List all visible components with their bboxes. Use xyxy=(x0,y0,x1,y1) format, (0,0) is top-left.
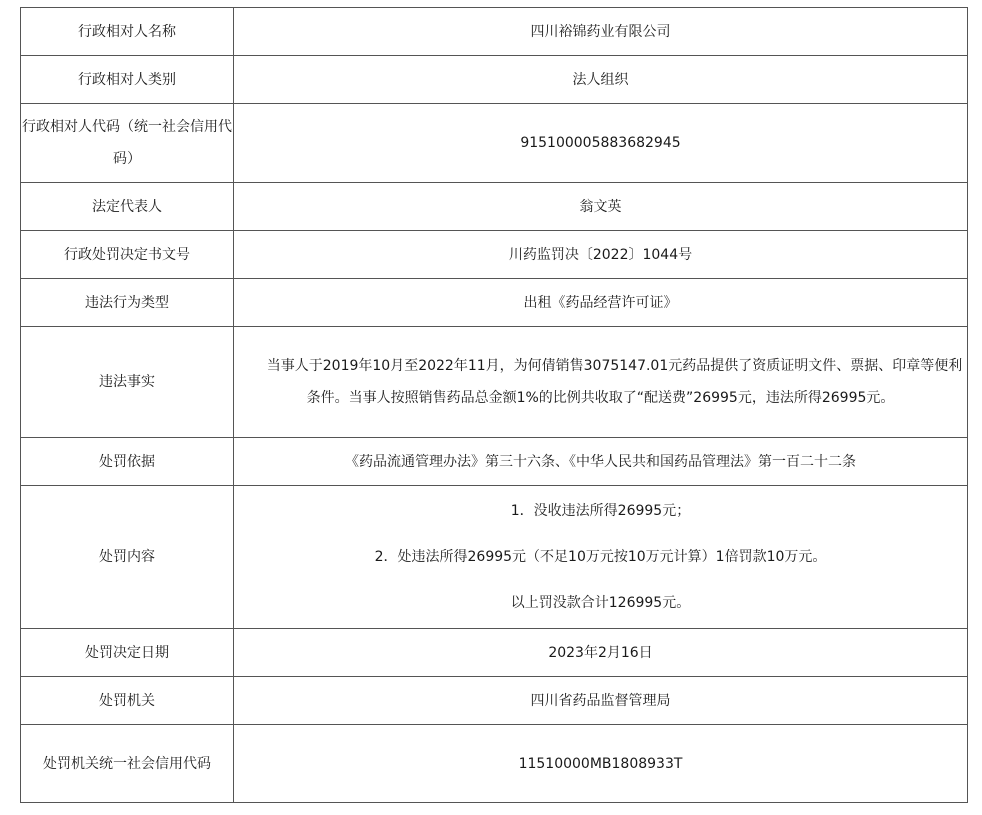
label-party-type: 行政相对人类别 xyxy=(21,56,234,104)
value-decision-date: 2023年2月16日 xyxy=(234,629,968,677)
table-row xyxy=(21,677,968,725)
value-party-name: 四川裕锦药业有限公司 xyxy=(234,8,968,56)
table-row xyxy=(21,56,968,104)
table-row xyxy=(21,327,968,438)
table-row xyxy=(21,725,968,803)
table-row xyxy=(21,438,968,486)
table-row xyxy=(21,104,968,183)
value-penalty-authority: 四川省药品监督管理局 xyxy=(234,677,968,725)
label-penalty-content: 处罚内容 xyxy=(21,486,234,629)
table-row xyxy=(21,279,968,327)
label-party-code: 行政相对人代码（统一社会信用代码） xyxy=(21,104,234,183)
table-row xyxy=(21,231,968,279)
table-row xyxy=(21,183,968,231)
label-penalty-basis: 处罚依据 xyxy=(21,438,234,486)
table-row xyxy=(21,8,968,56)
value-violation-type: 出租《药品经营许可证》 xyxy=(234,279,968,327)
value-penalty-content xyxy=(234,486,968,629)
label-decision-date: 处罚决定日期 xyxy=(21,629,234,677)
penalty-item-2: 2．处违法所得26995元（不足10万元按10万元计算）1倍罚款10万元。 xyxy=(374,549,827,565)
label-party-name: 行政相对人名称 xyxy=(21,8,234,56)
label-legal-representative: 法定代表人 xyxy=(21,183,234,231)
label-violation-type: 违法行为类型 xyxy=(21,279,234,327)
label-authority-credit-code: 处罚机关统一社会信用代码 xyxy=(21,725,234,803)
value-violation-facts: 当事人于2019年10月至2022年11月，为何倩销售3075147.01元药品提供了资质证明文件、票据、印章等便利条件。当事人按照销售药品总金额1%的比例共收取了“配送费”26995元，违法所得26995元。 xyxy=(234,327,968,438)
penalty-item-1: 1．没收违法所得26995元； xyxy=(510,503,691,519)
value-party-type: 法人组织 xyxy=(234,56,968,104)
table-row xyxy=(21,486,968,629)
table-row xyxy=(21,629,968,677)
label-penalty-authority: 处罚机关 xyxy=(21,677,234,725)
value-party-code: 915100005883682945 xyxy=(234,104,968,183)
value-legal-representative: 翁文英 xyxy=(234,183,968,231)
penalty-info-table xyxy=(20,7,968,803)
label-decision-number: 行政处罚决定书文号 xyxy=(21,231,234,279)
value-decision-number: 川药监罚决〔2022〕1044号 xyxy=(234,231,968,279)
value-penalty-basis: 《药品流通管理办法》第三十六条、《中华人民共和国药品管理法》第一百二十二条 xyxy=(234,438,968,486)
penalty-total: 以上罚没款合计126995元。 xyxy=(510,595,691,611)
label-violation-facts: 违法事实 xyxy=(21,327,234,438)
value-authority-credit-code: 11510000MB1808933T xyxy=(234,725,968,803)
